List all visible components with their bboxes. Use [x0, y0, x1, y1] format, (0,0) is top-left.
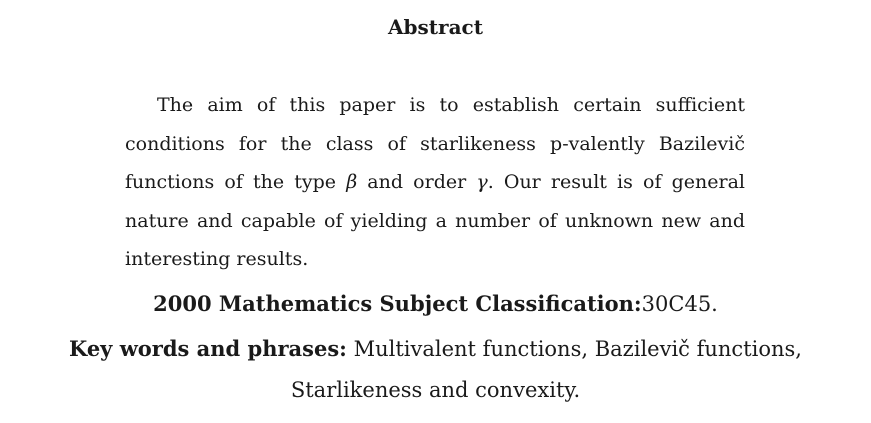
keywords-line [0, 335, 871, 363]
abstract-heading: Abstract [388, 15, 483, 39]
subject-classification [0, 290, 871, 318]
subject-classification-value: 30C45. [641, 292, 718, 316]
abstract-paragraph [125, 86, 745, 279]
beta-symbol: β [346, 171, 358, 193]
keywords-label: Key words and phrases: [69, 336, 347, 361]
abstract-text-part-2: and order [357, 171, 477, 193]
abstract-text-part-1: The aim of this paper is to establish certain sufficient conditions for the class of starlikeness p-valently Bazilevič functions of the type [125, 94, 745, 193]
keywords-text-line-2: Starlikeness and convexity. [290, 378, 581, 402]
abstract-text-part-3: . Our result is of general nature and capable of yielding a number of unknown new and interesting results. [125, 171, 745, 270]
keywords-text-line-1: Multivalent functions, Bazilevič functions, [353, 337, 802, 361]
subject-classification-label: 2000 Mathematics Subject Classification: [153, 291, 642, 316]
gamma-symbol: γ [476, 171, 488, 193]
